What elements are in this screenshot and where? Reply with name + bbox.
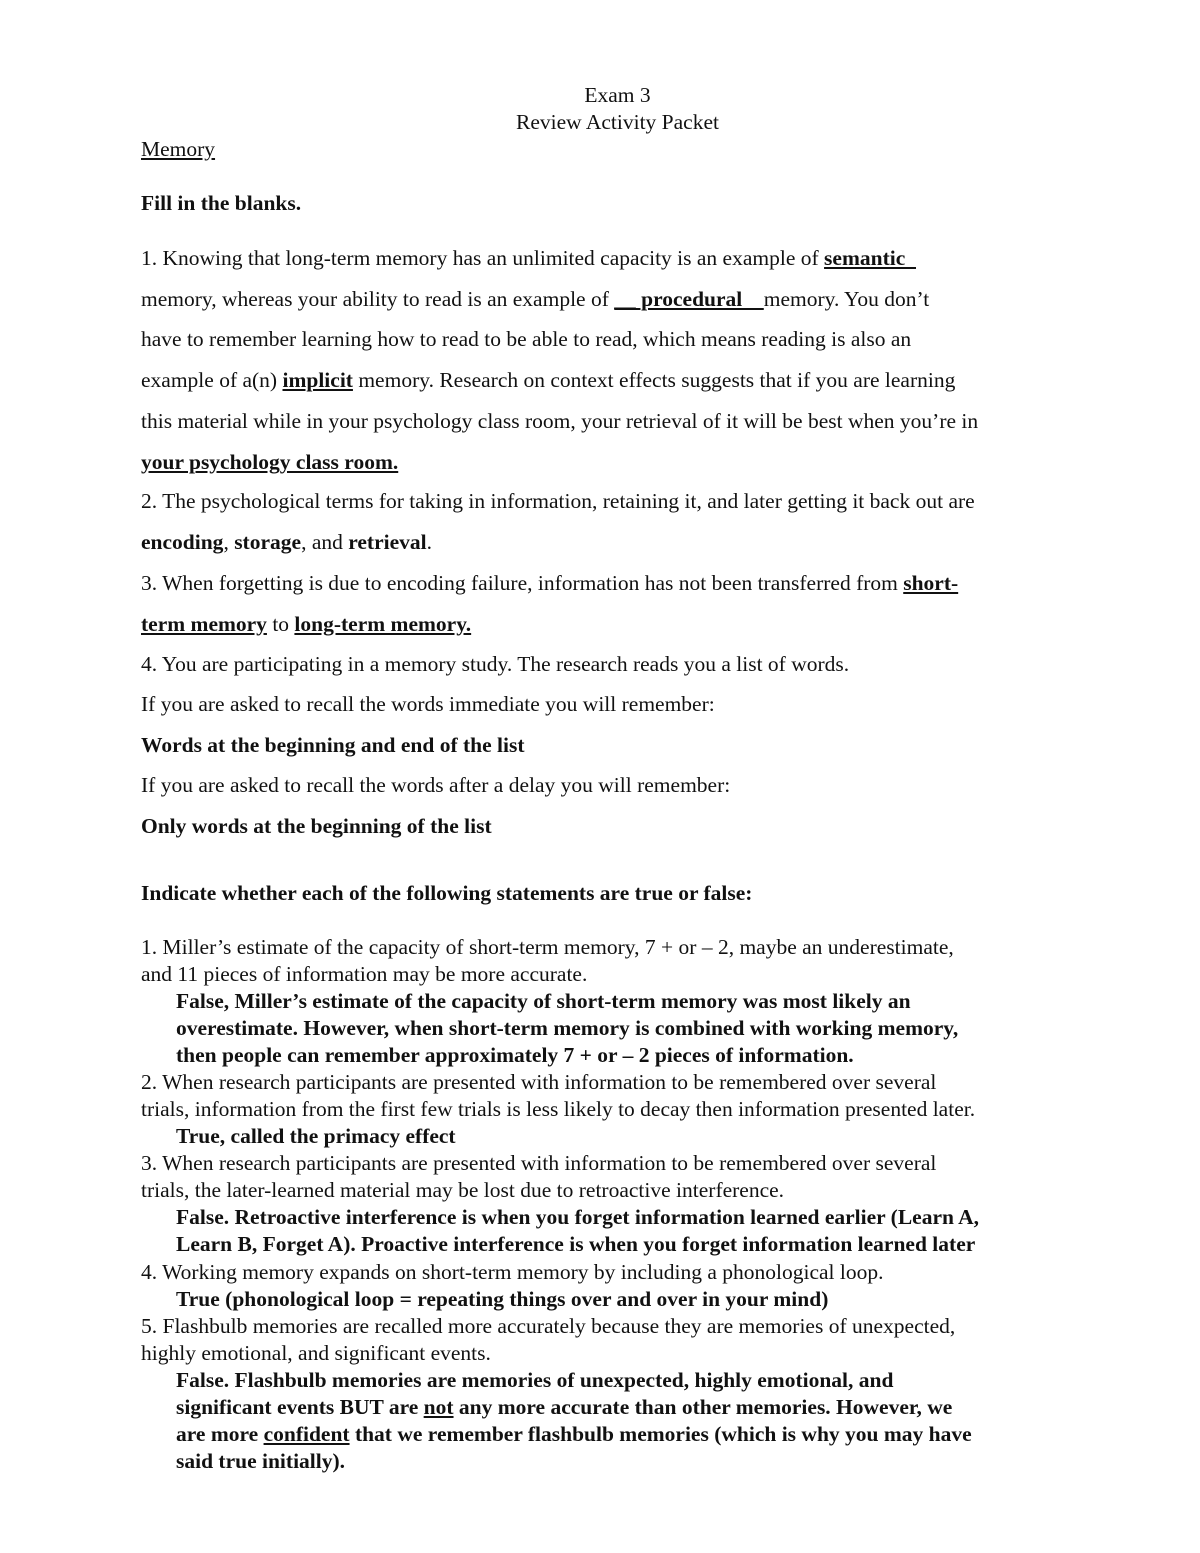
tf-a3-line2: Learn B, Forget A). Proactive interference is when you forget information learned later — [176, 1232, 976, 1256]
tf-q4-line1: 4. Working memory expands on short-term memory by including a phonological loop. — [141, 1260, 884, 1284]
tf-q5-line2: highly emotional, and significant events. — [141, 1341, 491, 1365]
text: memory, whereas your ability to read is an example of — [141, 287, 615, 311]
fill-q2-line1: 2. The psychological terms for taking in information, retaining it, and later getting it back out are — [141, 489, 975, 513]
text: , and — [301, 530, 349, 554]
fill-q4-line3: If you are asked to recall the words after a delay you will remember: — [141, 773, 731, 797]
fill-q1-line1 — [141, 245, 916, 271]
answer-class-room: your psychology class room. — [141, 450, 399, 474]
answer-storage: storage — [234, 530, 302, 554]
fill-q3-line2 — [141, 611, 471, 637]
fill-q3-line1 — [141, 570, 958, 596]
fill-q1-line4 — [141, 367, 955, 393]
answer-implicit: implicit — [282, 368, 353, 392]
fill-q1-line5: this material while in your psychology class room, your retrieval of it will be best when you’re in — [141, 409, 979, 433]
text: 3. When forgetting is due to encoding failure, information has not been transferred from — [141, 571, 904, 595]
fill-q4-line1: 4. You are participating in a memory study. The research reads you a list of words. — [141, 652, 850, 676]
text: . — [426, 530, 432, 554]
text: that we remember flashbulb memories (which is why you may have — [349, 1422, 972, 1446]
answer-semantic: semantic — [824, 246, 916, 270]
tf-a5-line1: False. Flashbulb memories are memories of unexpected, highly emotional, and — [176, 1368, 894, 1392]
tf-a5-line4: said true initially). — [176, 1449, 346, 1473]
fill-q1-line2 — [141, 286, 929, 312]
text: example of a(n) — [141, 368, 283, 392]
tf-q1-line1: 1. Miller’s estimate of the capacity of short-term memory, 7 + or – 2, maybe an underestimate, — [141, 935, 954, 959]
emphasis-confident: confident — [263, 1422, 350, 1446]
answer-short-term-a: short- — [903, 571, 959, 595]
page-subtitle: Review Activity Packet — [515, 110, 719, 134]
text: to — [266, 612, 295, 636]
text: , — [223, 530, 235, 554]
answer-retrieval: retrieval — [348, 530, 427, 554]
answer-delay: Only words at the beginning of the list — [141, 814, 492, 838]
text: memory. You don’t — [763, 287, 930, 311]
fill-q2-line2 — [141, 529, 432, 555]
text: any more accurate than other memories. However, we — [453, 1395, 953, 1419]
tf-q1-line2: and 11 pieces of information may be more accurate. — [141, 962, 588, 986]
answer-long-term: long-term memory. — [294, 612, 472, 636]
tf-q3-line1: 3. When research participants are presented with information to be remembered over several — [141, 1151, 937, 1175]
text: 1. Knowing that long-term memory has an unlimited capacity is an example of — [141, 246, 825, 270]
tf-a1-line1: False, Miller’s estimate of the capacity of short-term memory was most likely an — [176, 989, 911, 1013]
fill-in-heading: Fill in the blanks. — [141, 191, 302, 215]
tf-q3-line2: trials, the later-learned material may be lost due to retroactive interference. — [141, 1178, 785, 1202]
text: significant events BUT are — [176, 1395, 424, 1419]
tf-a4-line1: True (phonological loop = repeating things over and over in your mind) — [176, 1287, 829, 1311]
tf-a3-line1: False. Retroactive interference is when you forget information learned earlier (Learn A, — [176, 1205, 980, 1229]
emphasis-not: not — [423, 1395, 454, 1419]
text: memory. Research on context effects suggests that if you are learning — [352, 368, 956, 392]
tf-a5-line2 — [176, 1394, 952, 1420]
answer-encoding: encoding — [141, 530, 224, 554]
tf-a1-line3: then people can remember approximately 7 + or – 2 pieces of information. — [176, 1043, 854, 1067]
answer-immediate: Words at the beginning and end of the list — [141, 733, 525, 757]
section-heading-memory: Memory — [141, 137, 216, 161]
tf-a1-line2: overestimate. However, when short-term memory is combined with working memory, — [176, 1016, 959, 1040]
true-false-heading: Indicate whether each of the following statements are true or false: — [141, 881, 753, 905]
tf-a2-line1: True, called the primacy effect — [176, 1124, 456, 1148]
answer-procedural: __ procedural — [614, 287, 764, 311]
tf-q2-line2: trials, information from the first few trials is less likely to decay then information presented later. — [141, 1097, 976, 1121]
text: are more — [176, 1422, 264, 1446]
page-title: Exam 3 — [584, 83, 651, 107]
tf-q5-line1: 5. Flashbulb memories are recalled more accurately because they are memories of unexpected, — [141, 1314, 956, 1338]
fill-q1-line3: have to remember learning how to read to be able to read, which means reading is also an — [141, 327, 912, 351]
fill-q4-line2: If you are asked to recall the words immediate you will remember: — [141, 692, 715, 716]
answer-short-term-b: term memory — [141, 612, 267, 636]
tf-a5-line3 — [176, 1421, 972, 1447]
tf-q2-line1: 2. When research participants are presented with information to be remembered over several — [141, 1070, 937, 1094]
